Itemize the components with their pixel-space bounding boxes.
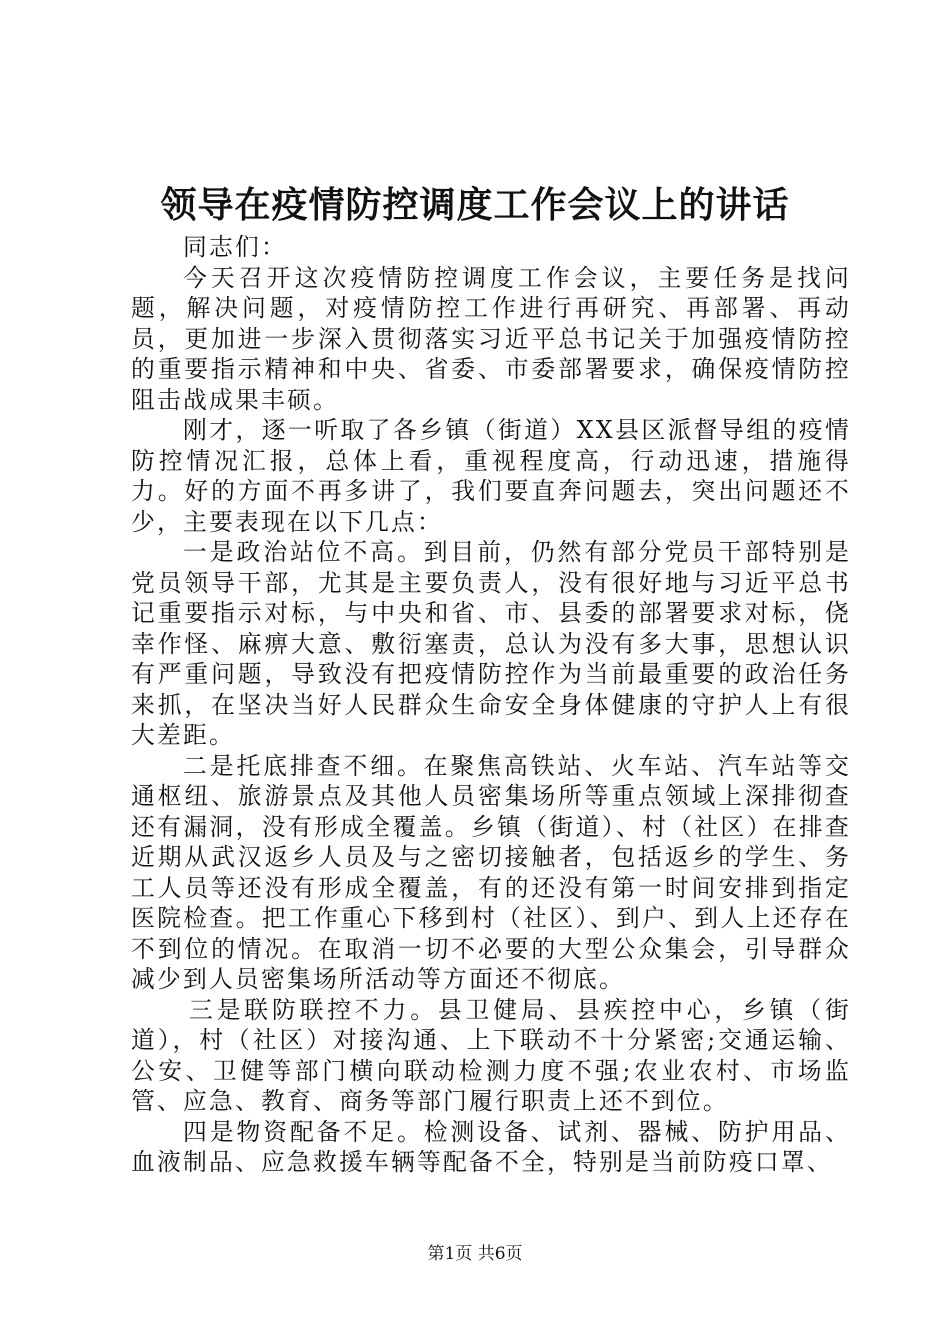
paragraph-point-1: 一是政治站位不高。到目前，仍然有部分党员干部特别是党员领导干部，尤其是主要负责人，没有很好地与习近平总书记重要指示对标，与中央和省、市、县委的部署要求对标，侥幸作怪、麻痹大意、敷衍塞责，总认为没有多大事，思想认识有严重问题，导致没有把疫情防控作为当前最重要的政治任务来抓，在坚决当好人民群众生命安全身体健康的守护人上有很大差距。 [131,538,851,749]
salutation: 同志们： [183,233,287,261]
paragraph-overview: 刚才，逐一听取了各乡镇（街道）XX县区派督导组的疫情防控情况汇报，总体上看，重视程度高，行动迅速，措施得力。好的方面不再多讲了，我们要直奔问题去，突出问题还不少，主要表现在以下几点： [131,416,851,536]
paragraph-intro: 今天召开这次疫情防控调度工作会议，主要任务是找问题，解决问题，对疫情防控工作进行再研究、再部署、再动员，更加进一步深入贯彻落实习近平总书记关于加强疫情防控的重要指示精神和中央、省委、市委部署要求，确保疫情防控阻击战成果丰硕。 [131,263,851,414]
page-number-footer: 第1页 共6页 [427,1244,523,1264]
paragraph-point-3: 三是联防联控不力。县卫健局、县疾控中心，乡镇（街道），村（社区）对接沟通、上下联动不十分紧密;交通运输、公安、卫健等部门横向联动检测力度不强;农业农村、市场监管、应急、教育、商务等部门履行职责上还不到位。 [131,995,851,1115]
paragraph-point-4: 四是物资配备不足。检测设备、试剂、器械、防护用品、血液制品、应急救援车辆等配备不全，特别是当前防疫口罩、 [131,1117,851,1176]
document-body [131,232,851,1178]
document-title: 领导在疫情防控调度工作会议上的讲话 [160,184,790,226]
paragraph-point-2: 二是托底排查不细。在聚焦高铁站、火车站、汽车站等交通枢纽、旅游景点及其他人员密集场所等重点领域上深排彻查还有漏洞，没有形成全覆盖。乡镇（街道）、村（社区）在排查近期从武汉返乡人员及与之密切接触者，包括返乡的学生、务工人员等还没有形成全覆盖，有的还没有第一时间安排到指定医院检查。把工作重心下移到村（社区）、到户、到人上还存在不到位的情况。在取消一切不必要的大型公众集会，引导群众减少到人员密集场所活动等方面还不彻底。 [131,751,851,993]
